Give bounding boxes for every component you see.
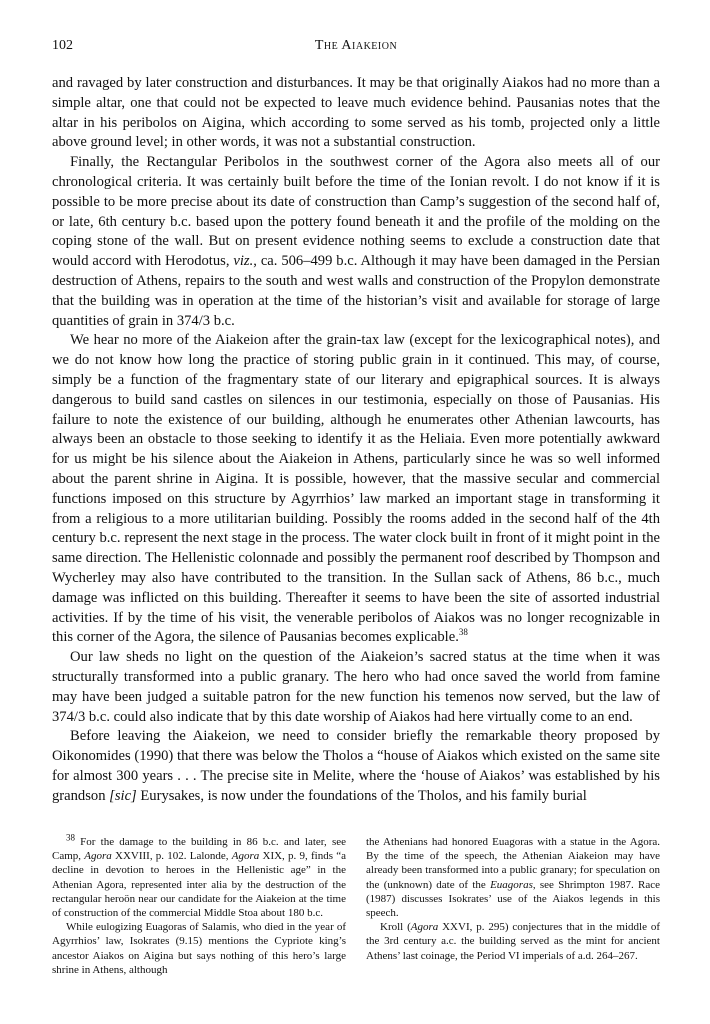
footnotes-right-column — [366, 835, 660, 977]
italic-text: Agora — [410, 921, 439, 934]
text-run: XXVIII, p. 102. Lalonde, — [111, 850, 232, 863]
text-run: Finally, the Rectangular Peribolos in the southwest corner of the Agora also meets all of our chronological criteria. It was certainly built before the time of the Ionian revolt. I do not know if it is possible to be more precise about its date of construction than Camp’s suggestion of the second half of, or late, 6th century b.c. based upon the pottery found beneath it and the profile of the molding on the coping stone of the wall. But on present evidence nothing seems to exclude a construction date that would accord with Herodotus, — [52, 154, 660, 270]
paragraph-3 — [52, 331, 660, 648]
paragraph-1 — [52, 74, 660, 153]
running-header — [52, 38, 660, 60]
text-run: the Athenians had honored Euagoras with a statue in the Agora. By the time of the speech, the Athenian Aiakeion may have already been transformed into a public granary; for speculation on the (unknown) date of the — [366, 836, 660, 891]
footnote-number: 38 — [66, 832, 75, 843]
text-run: For the damage to the building in 86 b.c. and later, see Camp, — [52, 836, 346, 863]
footnotes — [52, 832, 660, 977]
main-text — [52, 74, 660, 806]
paragraph-4 — [52, 648, 660, 727]
footnote-left-paragraph-1 — [52, 832, 346, 920]
text-run: Before leaving the Aiakeion, we need to consider briefly the remarkable theory proposed by Oikonomides (1990) that there was below the Tholos a “house of Aiakos which existed on the same site for almost 300 years . . . The precise site in Melite, where the ‘house of Aiakos’ was established by his grandson — [52, 728, 660, 804]
text-run: XXVI, p. 295) conjectures that in the middle of the 3rd century a.c. the building served as the mint for ancient Athens’ last coinage, the Period VI imperials of a.d. 264–267. — [366, 921, 660, 962]
italic-text: Agora — [84, 850, 112, 863]
footnote-left-paragraph-2 — [52, 920, 346, 977]
text-run: Our law sheds no light on the question of the Aiakeion’s sacred status at the time when it was structurally transformed into a public granary. The hero who had once saved the world from famine may have been judged a suitable patron for the new function his temenos now served, but the law of 374/3 b.c. could also indicate that by this date worship of Aiakos had here virtually come to an end. — [52, 649, 660, 725]
paragraph-2 — [52, 153, 660, 331]
italic-text: [sic] — [109, 787, 137, 804]
text-run: , see Shrimpton 1987. Race (1987) discusses Isokrates’ use of the Aiakos legends in this speech. — [366, 878, 660, 920]
footnote-right-paragraph-1 — [366, 835, 660, 920]
text-run: , ca. 506–499 b.c. Although it may have been damaged in the Persian destruction of Athens, repairs to the south and west walls and construction of the Propylon demonstrate that the building was in operation at the time of the historian’s visit and available for storage of large quantities of grain in 374/3 b.c. — [52, 253, 660, 329]
text-run: XIX, p. 9, finds “a decline in devotion to heroes in the Hellenistic age” in the Athenian Agora, represented inter alia by the destruction of the rectangular heroön near our candidate for the Aiakeion at the time of construction of the commercial Middle Stoa about 180 b.c. — [52, 850, 346, 920]
italic-text: viz. — [233, 253, 254, 270]
page — [52, 38, 660, 806]
text-run: While eulogizing Euagoras of Salamis, who died in the year of Agyrrhios’ law, Isokrates (9.15) mentions the Cypriote king’s ancestor Aiakos on Aigina but says nothing of this hero’s large shrine in Athens, although — [52, 921, 346, 976]
text-run: We hear no more of the Aiakeion after the grain-tax law (except for the lexicographical notes), and we do not know how long the practice of storing public grain in it continued. This may, of course, simply be a function of the fragmentary state of our literary and epigraphical sources. It is always dangerous to build sand castles on silences in our testimonia, especially on those of Pausanias. His failure to note the existence of our building, although he enumerates other Athenian lawcourts, has always been an obstacle to those seeking to identify it as the Heliaia. Even more potentially awkward for us might be his silence about the Aiakeion in Athens, particularly since he was so well informed about the parent shrine in Aigina. It is possible, however, that the massive secular and commercial functions imposed on this structure by Agyrrhios’ law marked an important stage in transforming it from a religious to a more utilitarian building. Possibly the rooms added in the second half of the 4th century b.c. represent the next stage in the process. The water clock built in front of it might point in the same direction. The Hellenistic colonnade and possibly the permanent roof described by Thompson and Wycherley may also have contributed to the transition. In the Sullan sack of Athens, 86 b.c., much damage was inflicted on this building. Thereafter it seems to have been the site of assorted industrial activities. If by the time of his visit, the venerable peribolos of Aiakos was no longer recognizable in this corner of the Agora, the silence of Pausanias becomes explicable. — [52, 332, 660, 646]
italic-text: Euagoras — [490, 878, 533, 891]
italic-text: Agora — [231, 850, 260, 863]
footnote-right-paragraph-2 — [366, 920, 660, 963]
text-run: Kroll ( — [380, 921, 411, 934]
page-number: 102 — [52, 38, 73, 53]
paragraph-5 — [52, 727, 660, 806]
running-head-title: The Aiakeion — [314, 38, 398, 53]
text-run: Eurysakes, is now under the foundations of the Tholos, and his family burial — [136, 787, 587, 804]
text-run: and ravaged by later construction and disturbances. It may be that originally Aiakos had no more than a simple altar, one that could not be expected to leave much evidence behind. Pausanias notes that the altar in his peribolos on Aigina, which according to some served as his tomb, projected only a little above ground level; in other words, it was not a substantial construction. — [52, 75, 660, 151]
footnotes-left-column — [52, 832, 346, 977]
footnote-reference: 38 — [458, 627, 468, 638]
